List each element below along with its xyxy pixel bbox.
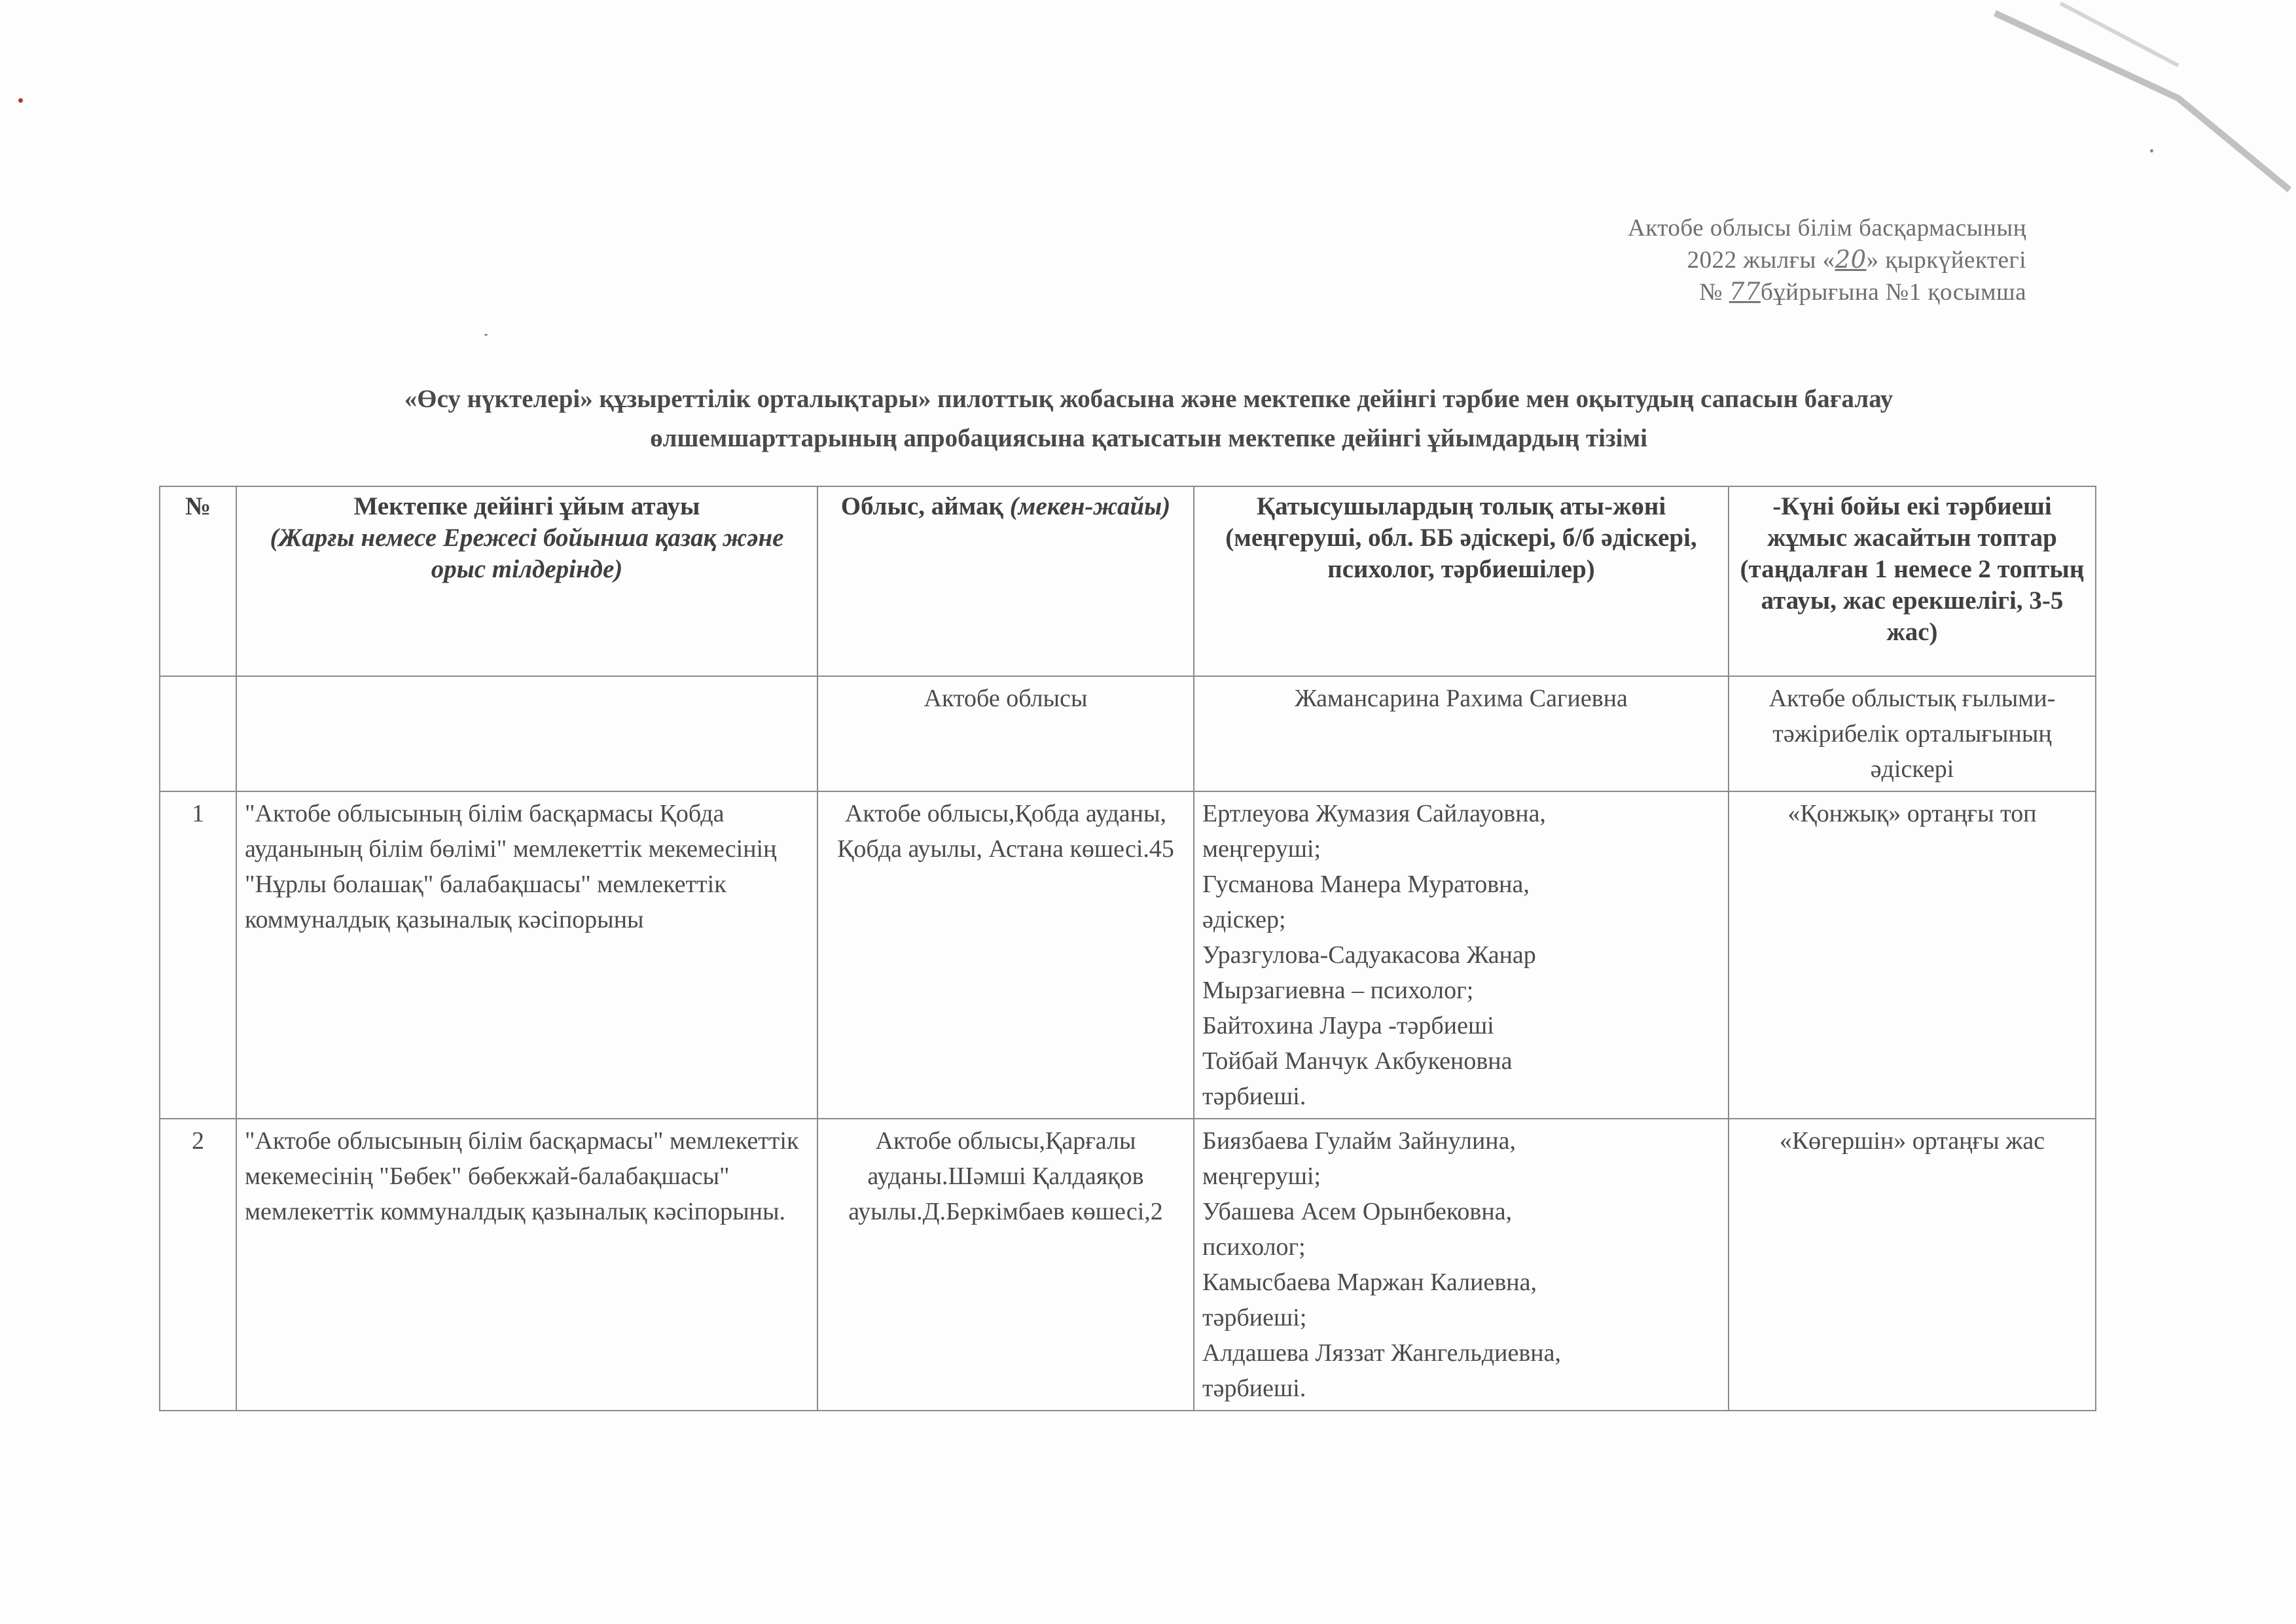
header-region xyxy=(817,486,1194,676)
header-num: № xyxy=(160,486,236,676)
cell-participants xyxy=(1194,1119,1729,1411)
header-region-sub: (мекен-жайы) xyxy=(1009,492,1171,520)
table-row xyxy=(160,791,2096,1119)
table-header-row xyxy=(160,486,2096,676)
header-org-main: Мектепке дейінгі ұйым атауы xyxy=(353,492,700,520)
participant-line: меңгеруші; xyxy=(1202,835,1321,863)
scan-speck xyxy=(18,98,23,103)
document-title xyxy=(164,380,2134,458)
participant-line: Байтохина Лаура -тәрбиеші xyxy=(1202,1012,1494,1039)
participant-line: тәрбиеші; xyxy=(1202,1304,1307,1331)
annex-date-prefix: 2022 жылғы « xyxy=(1687,247,1835,274)
cell-role: Актөбе облыстық ғылыми-тәжірибелік орталығының әдіскері xyxy=(1729,676,2096,791)
cell-participant: Жамансарина Рахима Сагиевна xyxy=(1194,676,1729,791)
cell-group: «Қонжық» ортаңғы топ xyxy=(1729,791,2096,1119)
header-region-main: Облыс, аймақ xyxy=(840,492,1004,520)
scan-dust xyxy=(484,334,488,336)
participant-line: Уразгулова-Садуакасова Жанар xyxy=(1202,941,1536,969)
annex-line-1: Актобе облысы білім басқармасының xyxy=(1627,215,2026,242)
participant-line: Гусманова Манера Муратовна, xyxy=(1202,871,1530,898)
header-participants: Қатысушылардың толық аты-жөні (меңгеруші, обл. ББ әдіскері, б/б әдіскері, психолог, тәрбиешілер) xyxy=(1194,486,1729,676)
cell-num xyxy=(160,676,236,791)
annex-day: 20 xyxy=(1835,245,1867,274)
header-org xyxy=(236,486,817,676)
title-line-1: «Өсу нүктелері» құзыреттілік орталықтары» пилоттық жобасына және мектепке дейінгі тәрбие мен оқытудың сапасын бағалау xyxy=(404,385,1893,413)
participant-line: Убашева Асем Орынбековна, xyxy=(1202,1198,1513,1225)
cell-num: 1 xyxy=(160,791,236,1119)
scan-corner-artifact xyxy=(1982,0,2296,196)
participant-line: Тойбай Манчук Акбукеновна xyxy=(1202,1047,1513,1075)
cell-participants xyxy=(1194,791,1729,1119)
annex-line-2 xyxy=(1628,244,2026,276)
annex-note xyxy=(1628,213,2026,308)
participant-line: тәрбиеші. xyxy=(1202,1375,1306,1402)
cell-region: Актобе облысы,Қобда ауданы, Қобда ауылы, Астана көшесі.45 xyxy=(817,791,1194,1119)
table-row-regional xyxy=(160,676,2096,791)
participant-line: Мырзагиевна – психолог; xyxy=(1202,977,1474,1004)
participant-line: Камысбаева Маржан Калиевна, xyxy=(1202,1269,1537,1296)
header-groups: -Күні бойы екі тәрбиеші жұмыс жасайтын топтар (таңдалған 1 немесе 2 топтың атауы, жас ерекшелігі, 3-5 жас) xyxy=(1729,486,2096,676)
annex-order-number: 77 xyxy=(1729,278,1761,306)
header-org-sub: (Жарғы немесе Ережесі бойынша қазақ және орыс тілдерінде) xyxy=(270,524,784,583)
participant-line: меңгеруші; xyxy=(1202,1163,1321,1190)
annex-date-suffix: » қыркүйектегі xyxy=(1866,247,2026,274)
title-line-2: өлшемшарттарының апробациясына қатысатын мектепке дейінгі ұйымдардың тізімі xyxy=(650,424,1647,452)
scan-dust xyxy=(2150,149,2153,153)
participant-line: Биязбаева Гулайм Зайнулина, xyxy=(1202,1127,1516,1155)
annex-number-prefix: № xyxy=(1699,279,1723,306)
cell-region: Актобе облысы xyxy=(817,676,1194,791)
cell-group: «Көгершін» ортаңғы жас xyxy=(1729,1119,2096,1411)
annex-order-suffix: бұйрығына №1 қосымша xyxy=(1760,279,2026,306)
participant-line: тәрбиеші. xyxy=(1202,1083,1306,1110)
participant-line: психолог; xyxy=(1202,1233,1306,1261)
cell-region: Актобе облысы,Қарғалы ауданы.Шәмші Қалдаяқов ауылы.Д.Беркімбаев көшесі,2 xyxy=(817,1119,1194,1411)
cell-num: 2 xyxy=(160,1119,236,1411)
cell-org: "Актобе облысының білім басқармасы" мемлекеттік мекемесінің "Бөбек" бөбекжай-балабақшасы" мемлекеттік коммуналдық қазыналық кәсіпорыны. xyxy=(236,1119,817,1411)
cell-org xyxy=(236,676,817,791)
annex-line-3 xyxy=(1628,276,2026,308)
institutions-table xyxy=(159,486,2096,1411)
participant-line: Ертлеуова Жумазия Сайлауовна, xyxy=(1202,800,1546,827)
participant-line: Алдашева Ляззат Жангельдиевна, xyxy=(1202,1339,1561,1367)
cell-org: "Актобе облысының білім басқармасы Қобда ауданының білім бөлімі" мемлекеттік мекемесінің "Нұрлы болашақ" балабақшасы" мемлекеттік коммуналдық қазыналық кәсіпорыны xyxy=(236,791,817,1119)
table-row xyxy=(160,1119,2096,1411)
participant-line: әдіскер; xyxy=(1202,906,1286,933)
